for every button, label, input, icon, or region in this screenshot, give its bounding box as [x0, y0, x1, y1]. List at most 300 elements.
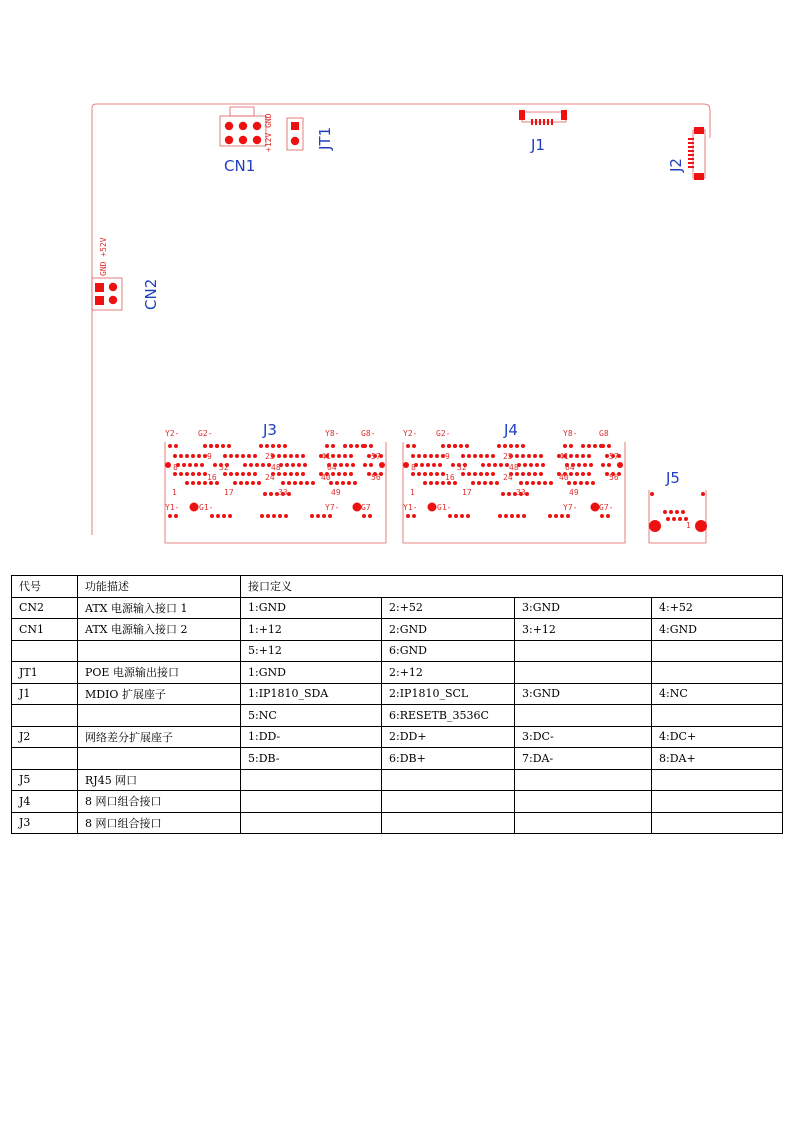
signal-pad: [249, 463, 253, 467]
signal-pad: [235, 472, 239, 476]
table-row: [12, 726, 783, 748]
signal-pad: [299, 481, 303, 485]
signal-pad: [601, 463, 605, 467]
signal-pad: [529, 463, 533, 467]
signal-pad: [448, 514, 452, 518]
cell-p2: [382, 791, 515, 813]
signal-pad: [277, 444, 281, 448]
signal-pad: [523, 463, 527, 467]
cell-p3: 3:GND: [515, 597, 652, 619]
signal-pad: [453, 444, 457, 448]
pin-silk-label: 41: [321, 452, 331, 461]
pin-silk-label: 1: [172, 488, 177, 497]
signal-pad: [548, 514, 552, 518]
signal-pad: [591, 481, 595, 485]
cell-p4: 4:GND: [652, 619, 783, 641]
signal-pad: [173, 472, 177, 476]
pin-silk-label: G1-: [437, 503, 452, 512]
signal-pad: [284, 514, 288, 518]
signal-pad: [504, 514, 508, 518]
cell-p4: [652, 662, 783, 684]
led-pad: [325, 444, 329, 448]
signal-pad: [539, 472, 543, 476]
pin-silk-label: 40: [559, 473, 569, 482]
signal-pad: [429, 454, 433, 458]
table-row: [12, 812, 783, 834]
pin-silk-label: 49: [569, 488, 579, 497]
signal-pad: [339, 463, 343, 467]
signal-pad: [467, 472, 471, 476]
signal-pad: [337, 454, 341, 458]
signal-pad: [599, 444, 603, 448]
signal-pad: [438, 463, 442, 467]
cell-p3: 7:DA-: [515, 748, 652, 770]
signal-pad: [432, 463, 436, 467]
signal-pad: [549, 481, 553, 485]
signal-pad: [173, 454, 177, 458]
pin-silk-label: G7: [361, 503, 371, 512]
signal-pad: [569, 454, 573, 458]
signal-pad: [479, 472, 483, 476]
led-pad: [607, 444, 611, 448]
signal-pad: [197, 481, 201, 485]
signal-pad: [303, 463, 307, 467]
pin-silk-label: 48: [271, 463, 281, 472]
signal-pad: [487, 463, 491, 467]
signal-pad: [194, 463, 198, 467]
cn1-connector: [220, 107, 273, 175]
pin-silk-label: 33: [278, 488, 288, 497]
signal-pad: [481, 463, 485, 467]
pin-silk-label: Y2-: [165, 429, 180, 438]
signal-pad: [297, 463, 301, 467]
signal-pad: [331, 454, 335, 458]
cell-p1: 1:IP1810_SDA: [241, 683, 382, 705]
pin-silk-label: G2-: [436, 429, 451, 438]
signal-pad: [541, 463, 545, 467]
cell-p3: 3:+12: [515, 619, 652, 641]
signal-pad: [179, 454, 183, 458]
signal-pad: [527, 472, 531, 476]
signal-pad: [215, 444, 219, 448]
signal-pad: [213, 463, 217, 467]
shield-pad: [403, 462, 409, 468]
signal-pad: [522, 514, 526, 518]
pin-silk-label: 32: [219, 463, 229, 472]
signal-pad: [322, 514, 326, 518]
signal-pad: [497, 444, 501, 448]
led-pad: [563, 444, 567, 448]
signal-pad: [368, 514, 372, 518]
cell-function: 8 网口组合接口: [78, 791, 241, 813]
signal-pad: [515, 444, 519, 448]
signal-pad: [515, 472, 519, 476]
cell-function: [78, 705, 241, 727]
board-outline: [92, 104, 710, 535]
signal-pad: [527, 454, 531, 458]
signal-pad: [489, 481, 493, 485]
cell-p2: [382, 812, 515, 834]
signal-pad: [235, 454, 239, 458]
signal-pad: [362, 514, 366, 518]
signal-pad: [521, 444, 525, 448]
j1-connector: [519, 110, 567, 154]
signal-pad: [311, 481, 315, 485]
pin-silk-label: 32: [457, 463, 467, 472]
signal-pad: [253, 472, 257, 476]
table-row: [12, 597, 783, 619]
signal-pad: [243, 463, 247, 467]
signal-pad: [295, 472, 299, 476]
signal-pad: [459, 444, 463, 448]
pin-silk-label: Y1-: [403, 503, 418, 512]
pin-silk-label: 56: [609, 473, 619, 482]
signal-pad: [283, 454, 287, 458]
signal-pad: [361, 444, 365, 448]
pin-silk-label: G2-: [198, 429, 213, 438]
pin-silk-label: 24: [265, 473, 275, 482]
signal-pad: [417, 472, 421, 476]
signal-pad: [316, 514, 320, 518]
signal-pad: [606, 514, 610, 518]
signal-pad: [222, 514, 226, 518]
signal-pad: [491, 454, 495, 458]
signal-pad: [363, 463, 367, 467]
header-code: 代号: [12, 576, 78, 598]
signal-pad: [573, 481, 577, 485]
pin-silk-label: 8: [411, 463, 416, 472]
pin-silk-label: G1-: [199, 503, 214, 512]
pin-silk-label: 16: [445, 473, 455, 482]
cell-code: CN1: [12, 619, 78, 641]
signal-pad: [182, 463, 186, 467]
signal-pad: [227, 444, 231, 448]
pin-silk-label: 57: [371, 452, 381, 461]
signal-pad: [515, 454, 519, 458]
cell-p1: 1:GND: [241, 597, 382, 619]
signal-pad: [191, 481, 195, 485]
cell-p3: [515, 791, 652, 813]
led-pad: [412, 444, 416, 448]
pin-silk-label: 64: [565, 463, 575, 472]
signal-pad: [223, 454, 227, 458]
signal-pad: [411, 472, 415, 476]
cn2-connector: [92, 237, 160, 310]
signal-pad: [587, 454, 591, 458]
j1-ref: J1: [531, 136, 545, 154]
signal-pad: [341, 481, 345, 485]
signal-pad: [423, 454, 427, 458]
signal-pad: [423, 472, 427, 476]
pin-silk-label: 48: [509, 463, 519, 472]
shield-pad: [617, 462, 623, 468]
signal-pad: [185, 481, 189, 485]
cell-p4: 4:DC+: [652, 726, 783, 748]
signal-pad: [539, 454, 543, 458]
signal-pad: [263, 492, 267, 496]
signal-pad: [441, 444, 445, 448]
j3-ref: J3: [263, 421, 277, 439]
cell-p3: [515, 769, 652, 791]
signal-pad: [283, 472, 287, 476]
signal-pad: [241, 472, 245, 476]
table-row: [12, 769, 783, 791]
signal-pad: [461, 472, 465, 476]
signal-pad: [581, 444, 585, 448]
pin-silk-label: 49: [331, 488, 341, 497]
signal-pad: [412, 514, 416, 518]
signal-pad: [417, 454, 421, 458]
signal-pad: [233, 481, 237, 485]
mounting-pad: [190, 503, 199, 512]
signal-pad: [466, 514, 470, 518]
jt1-ref: JT1: [316, 126, 334, 150]
signal-pad: [179, 472, 183, 476]
signal-pad: [328, 514, 332, 518]
cn1-pin-silk: +12V GND: [264, 113, 273, 152]
cell-p2: 2:IP1810_SCL: [382, 683, 515, 705]
signal-pad: [200, 463, 204, 467]
signal-pad: [331, 472, 335, 476]
pin-definition-table: [11, 575, 783, 834]
signal-pad: [278, 514, 282, 518]
signal-pad: [516, 514, 520, 518]
signal-pad: [451, 463, 455, 467]
signal-pad: [343, 472, 347, 476]
pin-silk-label: 25: [503, 452, 513, 461]
signal-pad: [337, 472, 341, 476]
cell-code: J3: [12, 812, 78, 834]
signal-pad: [203, 444, 207, 448]
signal-pad: [577, 463, 581, 467]
cell-code: [12, 748, 78, 770]
signal-pad: [600, 514, 604, 518]
signal-pad: [216, 514, 220, 518]
signal-pad: [435, 454, 439, 458]
signal-pad: [301, 454, 305, 458]
pin-silk-label: Y2-: [403, 429, 418, 438]
cell-p2: 2:DD+: [382, 726, 515, 748]
cell-code: J4: [12, 791, 78, 813]
pin-silk-label: G7-: [599, 503, 614, 512]
cell-p4: [652, 640, 783, 662]
jt1-connector: [287, 118, 334, 151]
signal-pad: [569, 472, 573, 476]
signal-pad: [168, 514, 172, 518]
signal-pad: [185, 472, 189, 476]
cell-p2: 2:+52: [382, 597, 515, 619]
signal-pad: [429, 481, 433, 485]
signal-pad: [174, 514, 178, 518]
signal-pad: [228, 514, 232, 518]
signal-pad: [485, 472, 489, 476]
cell-function: [78, 640, 241, 662]
signal-pad: [221, 444, 225, 448]
signal-pad: [510, 514, 514, 518]
signal-pad: [272, 514, 276, 518]
cn1-ref: CN1: [224, 157, 256, 175]
cell-p2: 2:+12: [382, 662, 515, 684]
led-pad: [174, 444, 178, 448]
signal-pad: [411, 454, 415, 458]
cell-function: ATX 电源输入接口 1: [78, 597, 241, 619]
shield-pad: [165, 462, 171, 468]
signal-pad: [345, 463, 349, 467]
signal-pad: [343, 454, 347, 458]
signal-pad: [347, 481, 351, 485]
pin-silk-label: 1: [410, 488, 415, 497]
signal-pad: [261, 463, 265, 467]
signal-pad: [185, 454, 189, 458]
cell-p4: [652, 705, 783, 727]
cell-code: J2: [12, 726, 78, 748]
table-row: [12, 619, 783, 641]
j5-connector: [649, 469, 707, 543]
signal-pad: [197, 454, 201, 458]
signal-pad: [581, 472, 585, 476]
signal-pad: [495, 481, 499, 485]
j4-connector: [403, 421, 625, 543]
cell-function: POE 电源输出接口: [78, 662, 241, 684]
j2-ref: J2: [667, 158, 685, 172]
table-header-row: [12, 576, 783, 598]
led-pad: [569, 444, 573, 448]
signal-pad: [289, 472, 293, 476]
signal-pad: [593, 444, 597, 448]
signal-pad: [229, 454, 233, 458]
signal-pad: [257, 481, 261, 485]
cell-p1: 1:DD-: [241, 726, 382, 748]
signal-pad: [491, 472, 495, 476]
signal-pad: [420, 463, 424, 467]
cell-code: J1: [12, 683, 78, 705]
cell-p1: [241, 812, 382, 834]
signal-pad: [301, 472, 305, 476]
cell-p3: [515, 705, 652, 727]
signal-pad: [447, 444, 451, 448]
j4-ref: J4: [504, 421, 518, 439]
signal-pad: [293, 481, 297, 485]
pin-silk-label: 25: [265, 452, 275, 461]
signal-pad: [525, 481, 529, 485]
pin-silk-label: Y1-: [165, 503, 180, 512]
signal-pad: [493, 463, 497, 467]
signal-pad: [583, 463, 587, 467]
pin-silk-label: 24: [503, 473, 513, 482]
header-function: 功能描述: [78, 576, 241, 598]
signal-pad: [343, 444, 347, 448]
j2-connector: [667, 127, 705, 180]
table-row: [12, 683, 783, 705]
signal-pad: [519, 481, 523, 485]
signal-pad: [426, 463, 430, 467]
cell-p2: 2:GND: [382, 619, 515, 641]
cell-code: [12, 705, 78, 727]
signal-pad: [229, 472, 233, 476]
signal-pad: [579, 481, 583, 485]
signal-pad: [435, 481, 439, 485]
cell-p3: 3:DC-: [515, 726, 652, 748]
cell-p1: 1:+12: [241, 619, 382, 641]
signal-pad: [471, 481, 475, 485]
pin-silk-label: G8: [599, 429, 609, 438]
cell-code: JT1: [12, 662, 78, 684]
table-row: [12, 662, 783, 684]
pin-silk-label: 57: [609, 452, 619, 461]
signal-pad: [533, 472, 537, 476]
table-row: [12, 640, 783, 662]
signal-pad: [245, 481, 249, 485]
signal-pad: [585, 481, 589, 485]
signal-pad: [535, 463, 539, 467]
led-pad: [406, 444, 410, 448]
cell-p2: 6:GND: [382, 640, 515, 662]
signal-pad: [537, 481, 541, 485]
led-pad: [168, 444, 172, 448]
signal-pad: [460, 514, 464, 518]
signal-pad: [429, 472, 433, 476]
signal-pad: [241, 454, 245, 458]
signal-pad: [533, 454, 537, 458]
cell-p1: 5:NC: [241, 705, 382, 727]
pin-silk-label: 9: [207, 452, 212, 461]
signal-pad: [485, 454, 489, 458]
signal-pad: [501, 492, 505, 496]
pin-silk-label: 40: [321, 473, 331, 482]
signal-pad: [191, 454, 195, 458]
signal-pad: [543, 481, 547, 485]
cell-p4: 4:+52: [652, 597, 783, 619]
signal-pad: [255, 463, 259, 467]
signal-pad: [369, 463, 373, 467]
cell-p2: 6:DB+: [382, 748, 515, 770]
signal-pad: [587, 472, 591, 476]
signal-pad: [589, 463, 593, 467]
header-pins: 接口定义: [241, 576, 783, 598]
cell-p2: 6:RESETB_3536C: [382, 705, 515, 727]
signal-pad: [353, 481, 357, 485]
cell-function: 网络差分扩展座子: [78, 726, 241, 748]
pin-silk-label: 56: [371, 473, 381, 482]
signal-pad: [560, 514, 564, 518]
cell-p4: 4:NC: [652, 683, 783, 705]
signal-pad: [287, 481, 291, 485]
signal-pad: [454, 514, 458, 518]
signal-pad: [188, 463, 192, 467]
cell-function: [78, 748, 241, 770]
signal-pad: [467, 454, 471, 458]
cell-p1: [241, 791, 382, 813]
signal-pad: [406, 514, 410, 518]
signal-pad: [473, 454, 477, 458]
pin-silk-label: 17: [224, 488, 234, 497]
signal-pad: [197, 472, 201, 476]
pin-silk-label: 64: [327, 463, 337, 472]
pin-silk-label: Y8-: [563, 429, 578, 438]
signal-pad: [251, 481, 255, 485]
signal-pad: [271, 444, 275, 448]
signal-pad: [277, 472, 281, 476]
signal-pad: [281, 481, 285, 485]
cell-p4: [652, 791, 783, 813]
signal-pad: [461, 454, 465, 458]
cell-code: [12, 640, 78, 662]
pin-silk-label: 17: [462, 488, 472, 497]
cell-p3: 3:GND: [515, 683, 652, 705]
signal-pad: [423, 481, 427, 485]
cell-p1: 5:+12: [241, 640, 382, 662]
signal-pad: [465, 444, 469, 448]
